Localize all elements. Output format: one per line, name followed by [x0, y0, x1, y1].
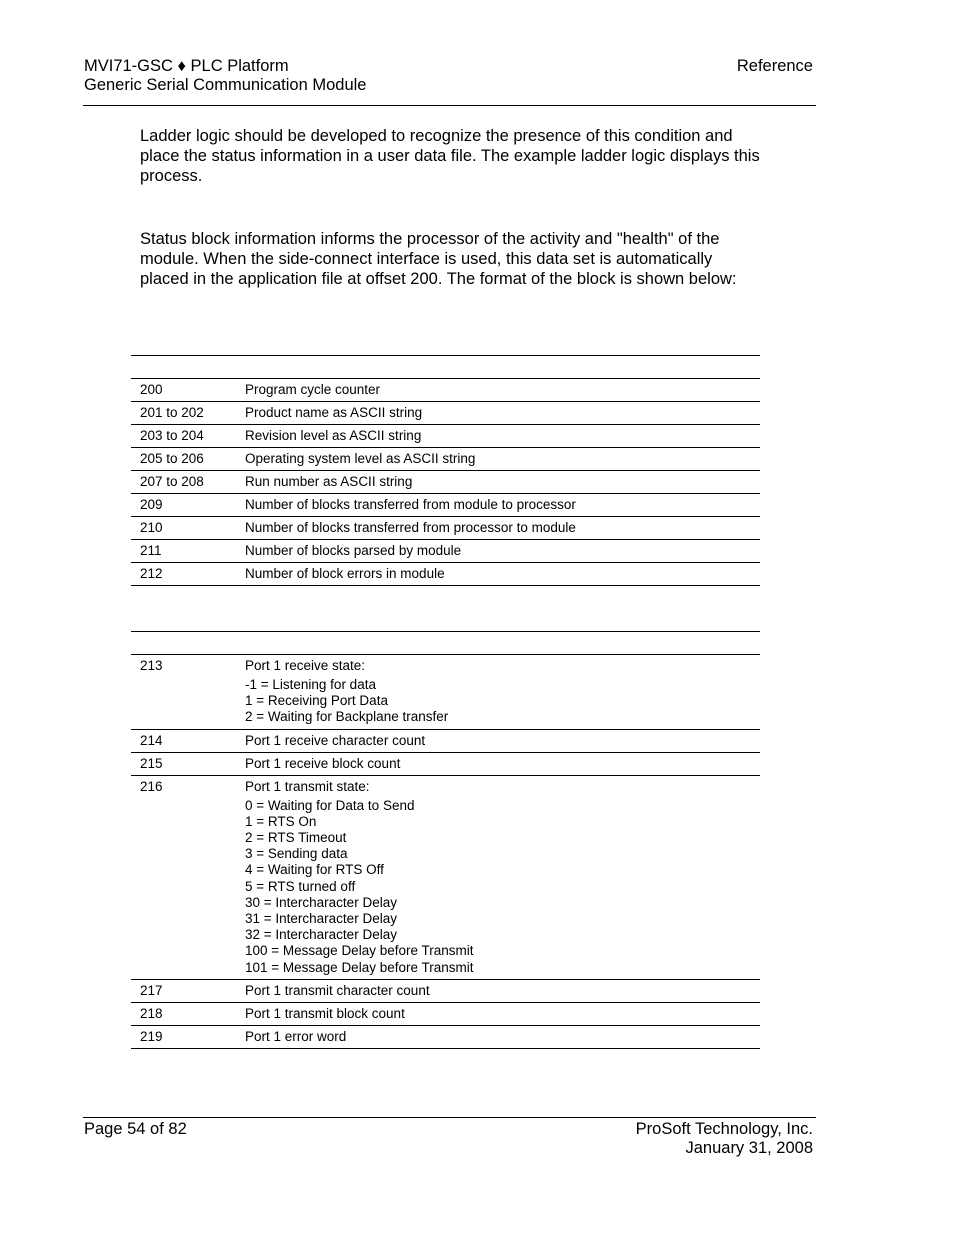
offset-cell: 211 — [131, 540, 236, 563]
content-cell — [236, 425, 760, 448]
content-cell — [236, 494, 760, 517]
value-item: 2 = Waiting for Backplane transfer — [245, 709, 449, 725]
offset-cell: 215 — [131, 752, 236, 775]
offset-cell: 207 to 208 — [131, 471, 236, 494]
value-item: 1 = RTS On — [245, 813, 317, 829]
content-text: Port 1 receive character count — [245, 732, 426, 748]
content-cell — [236, 402, 760, 425]
content-cell — [236, 471, 760, 494]
value-item: 100 = Message Delay before Transmit — [245, 943, 474, 959]
content-cell — [236, 540, 760, 563]
table-row — [131, 448, 760, 471]
value-item: 32 = Intercharacter Delay — [245, 927, 397, 943]
table-row — [131, 729, 760, 752]
value-item: 1 = Receiving Port Data — [245, 693, 388, 709]
table-row — [131, 517, 760, 540]
table-header-row — [131, 356, 760, 379]
content-text: Revision level as ASCII string — [245, 428, 422, 443]
content-text: Program cycle counter — [245, 382, 381, 397]
offset-cell: 217 — [131, 979, 236, 1002]
offset-cell: 212 — [131, 563, 236, 586]
table-row — [131, 471, 760, 494]
offset-cell: 201 to 202 — [131, 402, 236, 425]
header-product: MVI71-GSC ♦ PLC Platform — [84, 57, 289, 75]
footer-company: ProSoft Technology, Inc. — [635, 1120, 813, 1138]
content-text: Port 1 transmit block count — [245, 1005, 405, 1021]
content-cell — [236, 563, 760, 586]
header-module: Generic Serial Communication Module — [84, 76, 367, 94]
content-cell — [236, 1002, 760, 1025]
value-item: 3 = Sending data — [245, 846, 348, 862]
table-row — [131, 752, 760, 775]
table-row — [131, 379, 760, 402]
intro-paragraph — [140, 126, 760, 186]
table-row — [131, 655, 760, 730]
paragraph-status-block: Status block information informs the processor of the activity and "health" of the module. When the side-connect interface is used, this data set is automatically placed in the application file at offset 200. The format of the block is shown below: — [140, 230, 737, 288]
table-row — [131, 425, 760, 448]
value-item: 4 = Waiting for RTS Off — [245, 862, 384, 878]
content-cell — [236, 655, 760, 730]
content-text: Port 1 receive block count — [245, 755, 401, 771]
value-item: 30 = Intercharacter Delay — [245, 894, 397, 910]
value-list — [245, 677, 760, 726]
content-cell — [236, 1025, 760, 1048]
status-paragraph — [140, 229, 760, 289]
value-item: 5 = RTS turned off — [245, 878, 356, 894]
table-row — [131, 402, 760, 425]
footer-date: January 31, 2008 — [685, 1139, 813, 1157]
offset-cell: 219 — [131, 1025, 236, 1048]
content-text: Port 1 error word — [245, 1028, 347, 1044]
offset-cell: 205 to 206 — [131, 448, 236, 471]
table-row — [131, 979, 760, 1002]
status-table-general — [131, 355, 760, 586]
content-text: Port 1 transmit state: — [245, 778, 370, 794]
content-cell — [236, 729, 760, 752]
offset-cell: 213 — [131, 655, 236, 730]
content-cell — [236, 517, 760, 540]
table-header-row — [131, 632, 760, 655]
offset-cell: 209 — [131, 494, 236, 517]
content-cell — [236, 775, 760, 979]
table-row — [131, 563, 760, 586]
content-text: Run number as ASCII string — [245, 474, 413, 489]
value-list — [245, 798, 760, 976]
offset-cell: 203 to 204 — [131, 425, 236, 448]
value-item: 101 = Message Delay before Transmit — [245, 959, 474, 975]
footer-page: Page 54 of 82 — [84, 1120, 187, 1138]
header-title — [84, 57, 366, 95]
content-cell — [236, 752, 760, 775]
status-table-port1 — [131, 631, 760, 1049]
header-rule — [83, 105, 816, 106]
value-item: 31 = Intercharacter Delay — [245, 911, 397, 927]
value-item: 2 = RTS Timeout — [245, 830, 347, 846]
content-cell — [236, 979, 760, 1002]
content-text: Port 1 transmit character count — [245, 982, 430, 998]
content-text: Number of blocks transferred from processor to module — [245, 520, 576, 535]
content-text: Number of blocks parsed by module — [245, 543, 462, 558]
offset-cell: 216 — [131, 775, 236, 979]
offset-cell: 210 — [131, 517, 236, 540]
content-text: Number of blocks transferred from module to processor — [245, 497, 576, 512]
content-cell — [236, 379, 760, 402]
value-item: -1 = Listening for data — [245, 677, 376, 692]
table-row — [131, 775, 760, 979]
offset-cell: 214 — [131, 729, 236, 752]
table-row — [131, 1002, 760, 1025]
content-text: Number of block errors in module — [245, 566, 445, 581]
footer-rule — [83, 1117, 816, 1118]
value-item: 0 = Waiting for Data to Send — [245, 797, 415, 813]
content-text: Operating system level as ASCII string — [245, 451, 476, 466]
table-row — [131, 540, 760, 563]
content-cell — [236, 448, 760, 471]
content-text: Port 1 receive state: — [245, 658, 366, 673]
offset-cell: 200 — [131, 379, 236, 402]
footer-right — [636, 1120, 813, 1158]
table-row — [131, 494, 760, 517]
paragraph-ladder-logic: Ladder logic should be developed to recognize the presence of this condition and place the status information in a user data file. The example ladder logic displays this process. — [140, 127, 760, 185]
content-text: Product name as ASCII string — [245, 405, 423, 420]
offset-cell: 218 — [131, 1002, 236, 1025]
header-section: Reference — [736, 57, 813, 75]
table-row — [131, 1025, 760, 1048]
